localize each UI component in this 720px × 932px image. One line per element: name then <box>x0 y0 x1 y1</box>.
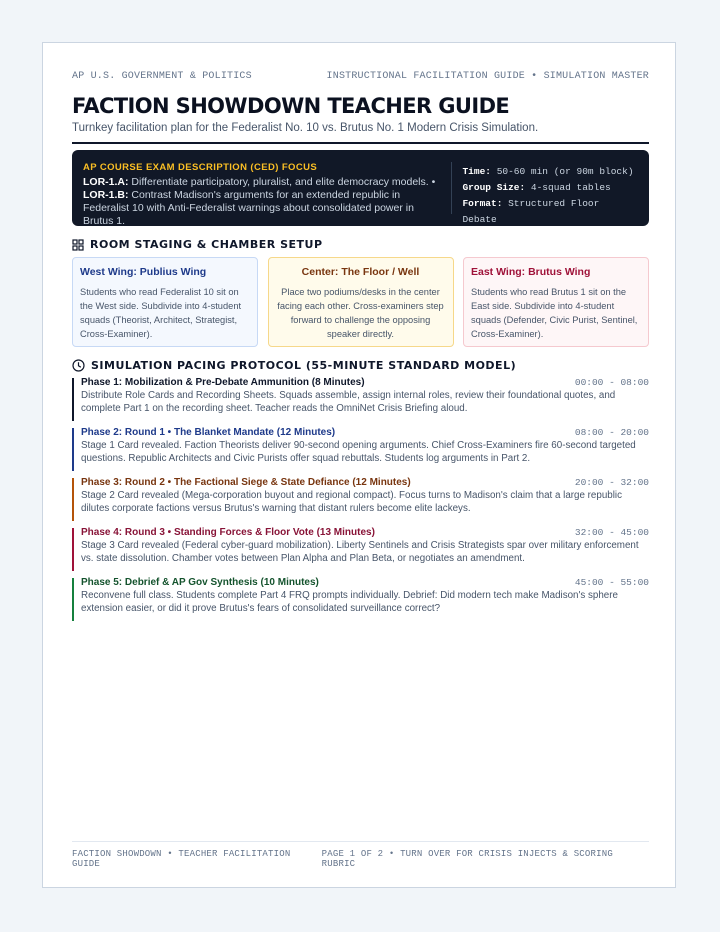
center-floor-title: Center: The Floor / Well <box>301 266 420 278</box>
ced-focus-panel <box>72 150 649 226</box>
phase-time: 20:00 - 32:00 <box>574 477 649 488</box>
pacing-section-heading <box>72 359 649 372</box>
document-page <box>42 42 676 888</box>
phase-accent-bar <box>72 478 74 521</box>
time-value: 50-60 min (or 90m block) <box>491 166 634 177</box>
footer-right: PAGE 1 OF 2 • TURN OVER FOR CRISIS INJECTS & SCORING RUBRIC <box>321 849 613 869</box>
clock-icon <box>72 359 85 372</box>
phase-header <box>81 527 649 538</box>
phase-title: Phase 3: Round 2 • The Factional Siege & State Defiance (12 Minutes) <box>81 477 411 488</box>
phase-list <box>72 377 649 621</box>
phase-accent-bar <box>72 528 74 571</box>
phase-time: 00:00 - 08:00 <box>574 377 649 388</box>
west-wing-card <box>72 257 258 347</box>
page-footer <box>72 841 649 869</box>
phase-accent-bar <box>72 428 74 471</box>
phase-item-4 <box>72 527 649 571</box>
ced-logistics <box>462 162 638 226</box>
east-wing-text: Students who read Brutus 1 sit on the East side. Subdivide into 4-student squads (Defender, Civic Purist, Sentinel, Cross-Examiner). <box>471 287 638 339</box>
ced-divider <box>451 162 452 214</box>
page-subtitle: Turnkey facilitation plan for the Federalist No. 10 vs. Brutus No. 1 Modern Crisis Simulation. <box>72 122 539 134</box>
phase-title: Phase 5: Debrief & AP Gov Synthesis (10 Minutes) <box>81 577 319 588</box>
title-divider <box>72 142 649 144</box>
phase-title: Phase 1: Mobilization & Pre-Debate Ammunition (8 Minutes) <box>81 377 365 388</box>
time-label: Time: <box>462 166 491 177</box>
lor1b-text: Contrast Madison's arguments for an extended republic in Federalist 10 with Anti-Federalist warnings about consolidated power in Brutus 1. <box>83 189 414 227</box>
staging-section-heading <box>72 238 649 251</box>
phase-description: Stage 3 Card revealed (Federal cyber-guard mobilization). Liberty Sentinels and Crisis Strategists spar over military enforcement vs. state dissolution. Chamber votes between Plan Alpha and Plan Beta, or negotiates an amendment. <box>81 540 639 564</box>
group-size-value: 4-squad tables <box>525 182 611 193</box>
west-wing-title: West Wing: Publius Wing <box>80 266 207 278</box>
phase-description: Stage 2 Card revealed (Mega-corporation buyout and regional compact). Focus turns to Madison's claim that a large republic dilutes corporate factions versus Brutus's warning that distant rulers become elite lackeys. <box>81 490 622 514</box>
page-content <box>72 71 649 627</box>
guide-type-label: INSTRUCTIONAL FACILITATION GUIDE • SIMULATION MASTER <box>326 71 649 82</box>
phase-header <box>81 427 649 438</box>
phase-time: 45:00 - 55:00 <box>574 577 649 588</box>
time-row <box>462 164 638 180</box>
lor1a-label: LOR-1.A: <box>83 176 129 188</box>
phase-time: 08:00 - 20:00 <box>574 427 649 438</box>
phase-item-5 <box>72 577 649 621</box>
format-value: Structured Floor Debate <box>462 198 600 225</box>
format-row <box>462 196 638 228</box>
phase-header <box>81 477 649 488</box>
ced-heading: AP COURSE EXAM DESCRIPTION (CED) FOCUS <box>83 162 318 173</box>
staging-heading-text: ROOM STAGING & CHAMBER SETUP <box>90 238 323 251</box>
center-floor-card <box>268 257 454 347</box>
phase-description: Reconvene full class. Students complete Part 4 FRQ prompts individually. Debrief: Did modern tech make Madison's sphere extension easier, or did it prove Brutus's fears of consolidated surveillance correct? <box>81 590 618 614</box>
phase-title: Phase 4: Round 3 • Standing Forces & Floor Vote (13 Minutes) <box>81 527 375 538</box>
staging-wings <box>72 257 649 347</box>
group-size-row <box>462 180 638 196</box>
phase-accent-bar <box>72 378 74 421</box>
course-label: AP U.S. GOVERNMENT & POLITICS <box>72 71 252 82</box>
phase-accent-bar <box>72 578 74 621</box>
phase-item-3 <box>72 477 649 521</box>
phase-time: 32:00 - 45:00 <box>574 527 649 538</box>
phase-title: Phase 2: Round 1 • The Blanket Mandate (12 Minutes) <box>81 427 336 438</box>
lor1a-text: Differentiate participatory, pluralist, and elite democracy models. • <box>128 176 436 188</box>
footer-left: FACTION SHOWDOWN • TEACHER FACILITATION GUIDE <box>72 849 291 869</box>
page-title: FACTION SHOWDOWN TEACHER GUIDE <box>72 94 510 118</box>
pacing-heading-text: SIMULATION PACING PROTOCOL (55-MINUTE STANDARD MODEL) <box>91 359 517 372</box>
phase-header <box>81 377 649 388</box>
grid-icon <box>72 239 84 251</box>
west-wing-text: Students who read Federalist 10 sit on the West side. Subdivide into 4-student squads (Theorist, Architect, Strategist, Cross-Examiner). <box>80 287 242 339</box>
phase-item-1 <box>72 377 649 421</box>
center-floor-text: Place two podiums/desks in the center facing each other. Cross-examiners step forward to challenge the opposing speaker directly. <box>277 287 444 339</box>
top-header-bar <box>72 71 649 82</box>
ced-objective-text <box>83 176 441 228</box>
ced-objectives <box>83 162 441 226</box>
phase-description: Distribute Role Cards and Recording Sheets. Squads assemble, assign internal roles, review their foundational quotes, and complete Part 1 on the recording sheet. Teacher reads the OmniNet Crisis Briefing aloud. <box>81 390 616 414</box>
east-wing-title: East Wing: Brutus Wing <box>471 266 591 278</box>
format-label: Format: <box>462 198 503 209</box>
phase-description: Stage 1 Card revealed. Faction Theorists deliver 90-second opening arguments. Chief Cross-Examiners fire 60-second targeted questions. Republic Architects and Civic Purists offer squad rebuttals. Students log arguments in Part 2. <box>81 440 636 464</box>
group-size-label: Group Size: <box>462 182 526 193</box>
phase-header <box>81 577 649 588</box>
phase-item-2 <box>72 427 649 471</box>
lor1b-label: LOR-1.B: <box>83 189 129 201</box>
east-wing-card <box>463 257 649 347</box>
